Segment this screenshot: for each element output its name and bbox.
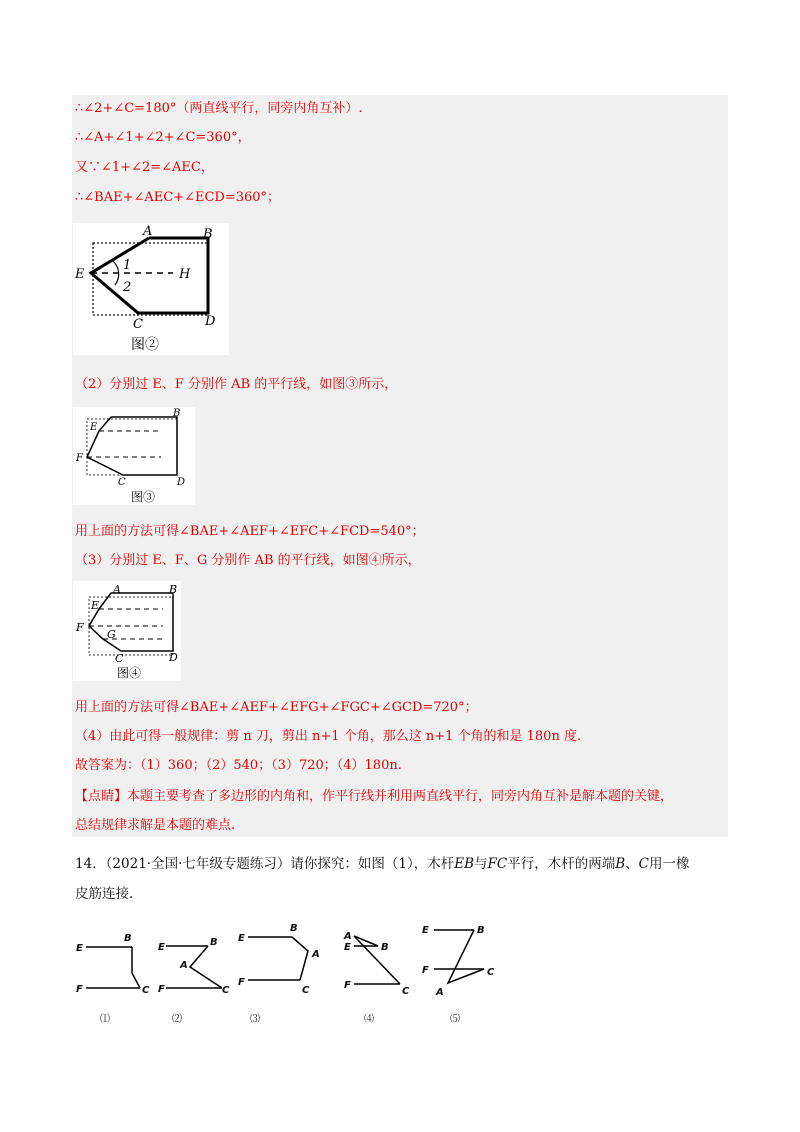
q14-point-b: B: [615, 856, 626, 872]
fig2-label-1: 1: [123, 258, 132, 273]
p1-label-b: B: [124, 933, 132, 944]
fig3-label-c: C: [118, 477, 126, 488]
p1-label-f: F: [76, 984, 83, 995]
p3-label-f: F: [238, 977, 245, 988]
solution-line-4: ∴∠BAE+∠AEC+∠ECD=360°；: [75, 190, 281, 205]
solution-line-3: 又∵∠1+∠2=∠AEC，: [75, 160, 214, 175]
solution-comment-line-2: 总结规律求解是本题的难点.: [75, 818, 236, 833]
p1-caption: ⑴: [100, 1014, 110, 1025]
p4-label-f: F: [344, 980, 351, 991]
p3-caption: ⑶: [250, 1014, 260, 1025]
fig3-label-f: F: [76, 453, 83, 464]
fig3-label-e: E: [90, 422, 98, 433]
fig2-caption: 图②: [131, 337, 159, 353]
p4-label-a: A: [344, 931, 352, 942]
question-14-line-1: [75, 852, 689, 872]
figure-4: [73, 581, 181, 681]
fig4-label-a: A: [113, 583, 121, 596]
q14-mid-3: 、: [625, 856, 639, 872]
question-14-figures: [72, 905, 532, 1035]
q14-seg-eb: EB: [454, 856, 474, 872]
solution-line-1: ∴∠2+∠C=180°（两直线平行，同旁内角互补）.: [75, 101, 363, 116]
p5-label-e: E: [422, 925, 429, 936]
fig2-label-d: D: [205, 314, 216, 329]
p5-label-b: B: [477, 925, 485, 936]
fig2-label-h: H: [179, 267, 191, 282]
q14-point-c: C: [638, 856, 649, 872]
solution-part-4: （4）由此可得一般规律：剪 n 刀，剪出 n+1 个角，那么这 n+1 个角的和是 180n 度.: [75, 729, 582, 744]
p5-label-a: A: [436, 987, 444, 998]
figure-3: [73, 407, 195, 505]
p5-label-c: C: [487, 967, 495, 978]
q14-seg-fc: FC: [487, 856, 508, 872]
p5-caption: ⑸: [450, 1014, 460, 1025]
fig4-label-g: G: [107, 628, 116, 641]
solution-part-2-result: 用上面的方法可得∠BAE+∠AEF+∠EFC+∠FCD=540°；: [75, 524, 425, 539]
fig4-label-b: B: [169, 583, 178, 596]
p2-caption: ⑵: [172, 1014, 182, 1025]
fig3-caption: 图③: [131, 490, 156, 504]
fig2-label-a: A: [143, 224, 153, 239]
p2-label-e: E: [158, 942, 165, 953]
solution-answer: 故答案为：（1）360；（2）540；（3）720；（4）180n.: [75, 758, 402, 773]
fig4-caption: 图④: [117, 666, 142, 680]
solution-part-3-result: 用上面的方法可得∠BAE+∠AEF+∠EFG+∠FGC+∠GCD=720°；: [75, 700, 478, 715]
q14-mid-1: 与: [474, 856, 488, 872]
p2-label-a: A: [180, 960, 188, 971]
p5-label-f: F: [422, 965, 429, 976]
solution-part-2: （2）分别过 E、F 分别作 AB 的平行线，如图③所示，: [75, 377, 398, 392]
fig3-label-b: B: [173, 408, 181, 419]
solution-comment-line-1: 【点睛】本题主要考查了多边形的内角和，作平行线并利用两直线平行，同旁内角互补是解本题的关键，: [75, 789, 674, 804]
q14-mid-2: 平行，木杆的两端: [507, 856, 616, 872]
fig4-label-f: F: [76, 621, 84, 634]
p2-label-b: B: [210, 937, 218, 948]
question-14-line-2: 皮筋连接.: [75, 886, 134, 902]
p4-label-b: B: [381, 942, 389, 953]
solution-part-3: （3）分别过 E、F、G 分别作 AB 的平行线，如图④所示，: [75, 553, 421, 568]
p2-label-c: C: [222, 985, 230, 996]
fig2-label-e: E: [75, 267, 85, 282]
fig4-label-d: D: [169, 651, 178, 664]
figure-2: [73, 223, 229, 355]
fig2-label-c: C: [133, 317, 143, 332]
fig4-label-e: E: [91, 599, 100, 612]
q14-tail: 用一橡: [648, 856, 690, 872]
p1-label-e: E: [76, 943, 83, 954]
q14-prefix: 14．（2021·全国·七年级专题练习）请你探究：如图（1），木杆: [75, 856, 455, 872]
p3-label-e: E: [238, 933, 245, 944]
p3-label-a: A: [312, 949, 320, 960]
fig4-label-c: C: [115, 652, 124, 665]
p4-caption: ⑷: [364, 1014, 374, 1025]
p3-label-c: C: [302, 985, 310, 996]
fig3-label-d: D: [177, 477, 186, 488]
solution-line-2: ∴∠A+∠1+∠2+∠C=360°，: [75, 130, 251, 145]
p3-label-b: B: [290, 923, 298, 934]
fig2-label-b: B: [203, 227, 213, 242]
fig2-label-2: 2: [123, 280, 132, 295]
p4-label-c: C: [402, 986, 410, 997]
p2-label-f: F: [158, 984, 165, 995]
p4-label-e: E: [344, 942, 351, 953]
p1-label-c: C: [142, 985, 150, 996]
